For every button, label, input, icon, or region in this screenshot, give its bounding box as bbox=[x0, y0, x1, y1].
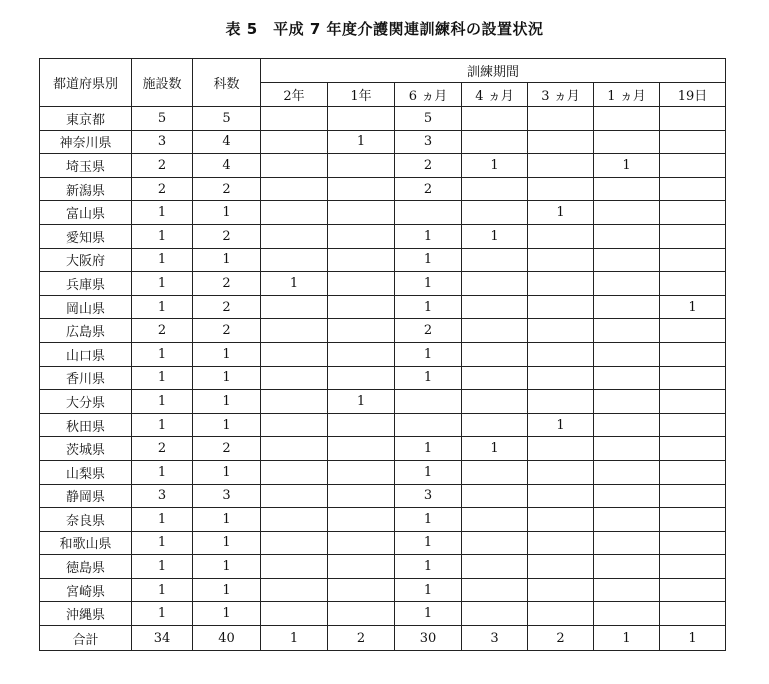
prefecture-cell: 奈良県 bbox=[40, 508, 132, 532]
period-cell bbox=[528, 107, 594, 131]
facilities-cell: 1 bbox=[132, 248, 193, 272]
table-row bbox=[40, 413, 726, 437]
prefecture-cell: 大分県 bbox=[40, 390, 132, 414]
period-cell bbox=[462, 201, 528, 225]
period-cell bbox=[528, 154, 594, 178]
prefecture-cell: 広島県 bbox=[40, 319, 132, 343]
period-cell bbox=[261, 366, 328, 390]
courses-cell: 1 bbox=[193, 413, 261, 437]
period-cell bbox=[261, 531, 328, 555]
period-cell bbox=[261, 413, 328, 437]
period-cell bbox=[594, 460, 660, 484]
period-cell: 1 bbox=[660, 626, 726, 651]
period-cell bbox=[660, 319, 726, 343]
period-cell: 3 bbox=[395, 130, 462, 154]
period-cell bbox=[660, 460, 726, 484]
period-cell bbox=[462, 107, 528, 131]
prefecture-cell: 新潟県 bbox=[40, 177, 132, 201]
period-cell bbox=[328, 154, 395, 178]
period-cell bbox=[660, 342, 726, 366]
facilities-cell: 1 bbox=[132, 413, 193, 437]
table-row bbox=[40, 319, 726, 343]
table-row bbox=[40, 130, 726, 154]
facilities-cell: 1 bbox=[132, 602, 193, 626]
period-cell: 1 bbox=[395, 366, 462, 390]
period-cell bbox=[660, 177, 726, 201]
period-cell bbox=[261, 201, 328, 225]
period-cell bbox=[528, 319, 594, 343]
period-cell: 2 bbox=[395, 319, 462, 343]
period-cell bbox=[594, 342, 660, 366]
courses-cell: 1 bbox=[193, 531, 261, 555]
period-cell bbox=[660, 437, 726, 461]
period-cell bbox=[261, 154, 328, 178]
facilities-cell: 3 bbox=[132, 484, 193, 508]
period-cell bbox=[462, 508, 528, 532]
courses-cell: 1 bbox=[193, 460, 261, 484]
facilities-cell: 1 bbox=[132, 578, 193, 602]
period-cell bbox=[462, 248, 528, 272]
facilities-cell: 2 bbox=[132, 154, 193, 178]
period-cell: 1 bbox=[660, 295, 726, 319]
period-cell: 1 bbox=[528, 413, 594, 437]
period-cell: 1 bbox=[395, 460, 462, 484]
period-cell bbox=[528, 602, 594, 626]
period-cell bbox=[528, 437, 594, 461]
prefecture-cell: 宮崎県 bbox=[40, 578, 132, 602]
period-cell bbox=[528, 224, 594, 248]
facilities-cell: 1 bbox=[132, 555, 193, 579]
period-cell: 1 bbox=[328, 130, 395, 154]
table-row bbox=[40, 272, 726, 296]
period-cell bbox=[462, 130, 528, 154]
period-cell bbox=[660, 602, 726, 626]
period-cell bbox=[528, 508, 594, 532]
table-row bbox=[40, 578, 726, 602]
period-cell bbox=[395, 413, 462, 437]
period-cell bbox=[261, 460, 328, 484]
prefecture-cell: 岡山県 bbox=[40, 295, 132, 319]
period-cell bbox=[462, 555, 528, 579]
period-cell bbox=[328, 531, 395, 555]
prefecture-cell: 山梨県 bbox=[40, 460, 132, 484]
prefecture-cell: 埼玉県 bbox=[40, 154, 132, 178]
courses-cell: 2 bbox=[193, 319, 261, 343]
period-cell: 1 bbox=[594, 626, 660, 651]
period-cell bbox=[594, 248, 660, 272]
period-cell bbox=[328, 508, 395, 532]
period-cell: 1 bbox=[395, 602, 462, 626]
period-cell bbox=[594, 390, 660, 414]
period-cell bbox=[594, 295, 660, 319]
period-cell bbox=[328, 366, 395, 390]
period-cell bbox=[462, 602, 528, 626]
facilities-cell: 2 bbox=[132, 319, 193, 343]
prefecture-cell: 合計 bbox=[40, 626, 132, 651]
period-cell bbox=[462, 366, 528, 390]
header-training-period: 訓練期間 bbox=[261, 59, 726, 83]
period-cell bbox=[462, 578, 528, 602]
period-cell: 5 bbox=[395, 107, 462, 131]
prefecture-cell: 和歌山県 bbox=[40, 531, 132, 555]
period-cell bbox=[594, 484, 660, 508]
prefecture-cell: 山口県 bbox=[40, 342, 132, 366]
courses-cell: 4 bbox=[193, 154, 261, 178]
period-cell bbox=[395, 390, 462, 414]
facilities-cell: 1 bbox=[132, 272, 193, 296]
courses-cell: 1 bbox=[193, 508, 261, 532]
period-cell bbox=[328, 342, 395, 366]
header-prefecture: 都道府県別 bbox=[40, 59, 132, 107]
header-period: 19日 bbox=[660, 83, 726, 107]
courses-cell: 40 bbox=[193, 626, 261, 651]
period-cell bbox=[261, 295, 328, 319]
period-cell bbox=[660, 201, 726, 225]
facilities-cell: 1 bbox=[132, 390, 193, 414]
period-cell: 1 bbox=[395, 578, 462, 602]
courses-cell: 1 bbox=[193, 342, 261, 366]
period-cell: 1 bbox=[395, 295, 462, 319]
prefecture-cell: 静岡県 bbox=[40, 484, 132, 508]
period-cell bbox=[261, 319, 328, 343]
table-row bbox=[40, 484, 726, 508]
header-period: 2年 bbox=[261, 83, 328, 107]
period-cell bbox=[261, 484, 328, 508]
facilities-cell: 1 bbox=[132, 460, 193, 484]
period-cell bbox=[594, 413, 660, 437]
facilities-cell: 1 bbox=[132, 295, 193, 319]
prefecture-cell: 富山県 bbox=[40, 201, 132, 225]
period-cell bbox=[660, 366, 726, 390]
facilities-cell: 34 bbox=[132, 626, 193, 651]
period-cell: 1 bbox=[462, 224, 528, 248]
period-cell bbox=[328, 413, 395, 437]
period-cell bbox=[594, 177, 660, 201]
table-row bbox=[40, 390, 726, 414]
period-cell: 1 bbox=[261, 272, 328, 296]
period-cell bbox=[528, 578, 594, 602]
table-row bbox=[40, 508, 726, 532]
header-period: 1 ヵ月 bbox=[594, 83, 660, 107]
period-cell bbox=[594, 437, 660, 461]
header-period: 1年 bbox=[328, 83, 395, 107]
facilities-cell: 1 bbox=[132, 366, 193, 390]
period-cell bbox=[261, 177, 328, 201]
courses-cell: 1 bbox=[193, 248, 261, 272]
period-cell bbox=[528, 366, 594, 390]
period-cell bbox=[528, 130, 594, 154]
facilities-cell: 1 bbox=[132, 531, 193, 555]
period-cell bbox=[528, 272, 594, 296]
period-cell bbox=[528, 531, 594, 555]
period-cell bbox=[660, 248, 726, 272]
header-facilities: 施設数 bbox=[132, 59, 193, 107]
period-cell bbox=[328, 248, 395, 272]
period-cell bbox=[660, 413, 726, 437]
table-row bbox=[40, 460, 726, 484]
courses-cell: 2 bbox=[193, 224, 261, 248]
table-row bbox=[40, 531, 726, 555]
table-row bbox=[40, 107, 726, 131]
table-row bbox=[40, 201, 726, 225]
period-cell bbox=[660, 390, 726, 414]
table-row bbox=[40, 154, 726, 178]
period-cell bbox=[528, 295, 594, 319]
period-cell bbox=[328, 578, 395, 602]
courses-cell: 1 bbox=[193, 578, 261, 602]
period-cell bbox=[528, 460, 594, 484]
table-row bbox=[40, 437, 726, 461]
period-cell bbox=[594, 578, 660, 602]
period-cell bbox=[660, 154, 726, 178]
period-cell bbox=[462, 484, 528, 508]
facilities-cell: 5 bbox=[132, 107, 193, 131]
period-cell: 1 bbox=[395, 248, 462, 272]
period-cell: 30 bbox=[395, 626, 462, 651]
courses-cell: 2 bbox=[193, 437, 261, 461]
period-cell: 1 bbox=[261, 626, 328, 651]
header-period: 3 ヵ月 bbox=[528, 83, 594, 107]
period-cell bbox=[328, 107, 395, 131]
period-cell bbox=[528, 342, 594, 366]
period-cell bbox=[594, 272, 660, 296]
period-cell bbox=[660, 531, 726, 555]
period-cell bbox=[528, 177, 594, 201]
period-cell bbox=[594, 201, 660, 225]
period-cell: 1 bbox=[594, 154, 660, 178]
prefecture-cell: 東京都 bbox=[40, 107, 132, 131]
courses-cell: 4 bbox=[193, 130, 261, 154]
period-cell bbox=[660, 484, 726, 508]
period-cell: 2 bbox=[528, 626, 594, 651]
table-row bbox=[40, 555, 726, 579]
facilities-cell: 1 bbox=[132, 508, 193, 532]
period-cell: 1 bbox=[395, 437, 462, 461]
period-cell bbox=[660, 555, 726, 579]
period-cell bbox=[462, 177, 528, 201]
total-row bbox=[40, 626, 726, 651]
period-cell: 2 bbox=[328, 626, 395, 651]
courses-cell: 2 bbox=[193, 272, 261, 296]
prefecture-cell: 秋田県 bbox=[40, 413, 132, 437]
table-row bbox=[40, 177, 726, 201]
period-cell bbox=[261, 342, 328, 366]
page-title: 表 5 平成 7 年度介護関連訓練科の設置状況 bbox=[225, 20, 544, 38]
courses-cell: 1 bbox=[193, 201, 261, 225]
period-cell: 3 bbox=[395, 484, 462, 508]
period-cell bbox=[261, 224, 328, 248]
header-period: 6 ヵ月 bbox=[395, 83, 462, 107]
period-cell: 1 bbox=[395, 272, 462, 296]
period-cell bbox=[261, 107, 328, 131]
period-cell bbox=[660, 130, 726, 154]
prefecture-cell: 沖縄県 bbox=[40, 602, 132, 626]
period-cell bbox=[660, 272, 726, 296]
period-cell bbox=[328, 484, 395, 508]
prefecture-cell: 茨城県 bbox=[40, 437, 132, 461]
period-cell bbox=[328, 201, 395, 225]
period-cell bbox=[261, 437, 328, 461]
period-cell bbox=[660, 508, 726, 532]
period-cell bbox=[528, 390, 594, 414]
period-cell bbox=[528, 484, 594, 508]
table-row bbox=[40, 366, 726, 390]
period-cell bbox=[462, 460, 528, 484]
courses-cell: 3 bbox=[193, 484, 261, 508]
period-cell bbox=[462, 413, 528, 437]
facilities-cell: 1 bbox=[132, 224, 193, 248]
period-cell bbox=[594, 319, 660, 343]
period-cell bbox=[328, 224, 395, 248]
period-cell: 2 bbox=[395, 154, 462, 178]
period-cell: 1 bbox=[395, 224, 462, 248]
period-cell bbox=[328, 319, 395, 343]
courses-cell: 1 bbox=[193, 390, 261, 414]
facilities-cell: 2 bbox=[132, 437, 193, 461]
period-cell bbox=[594, 130, 660, 154]
period-cell: 1 bbox=[528, 201, 594, 225]
header-period: 4 ヵ月 bbox=[462, 83, 528, 107]
period-cell: 2 bbox=[395, 177, 462, 201]
period-cell bbox=[328, 602, 395, 626]
table-row bbox=[40, 224, 726, 248]
table-row bbox=[40, 342, 726, 366]
prefecture-cell: 神奈川県 bbox=[40, 130, 132, 154]
training-course-table bbox=[39, 58, 726, 651]
period-cell bbox=[660, 578, 726, 602]
period-cell bbox=[462, 342, 528, 366]
prefecture-cell: 兵庫県 bbox=[40, 272, 132, 296]
period-cell bbox=[528, 555, 594, 579]
period-cell: 1 bbox=[395, 508, 462, 532]
prefecture-cell: 香川県 bbox=[40, 366, 132, 390]
table-row bbox=[40, 248, 726, 272]
courses-cell: 1 bbox=[193, 366, 261, 390]
prefecture-cell: 大阪府 bbox=[40, 248, 132, 272]
period-cell: 3 bbox=[462, 626, 528, 651]
period-cell bbox=[328, 437, 395, 461]
period-cell bbox=[328, 460, 395, 484]
period-cell bbox=[462, 272, 528, 296]
period-cell bbox=[594, 602, 660, 626]
period-cell: 1 bbox=[395, 531, 462, 555]
courses-cell: 1 bbox=[193, 555, 261, 579]
facilities-cell: 1 bbox=[132, 342, 193, 366]
period-cell bbox=[261, 508, 328, 532]
period-cell bbox=[328, 272, 395, 296]
courses-cell: 2 bbox=[193, 295, 261, 319]
period-cell bbox=[261, 390, 328, 414]
header-courses: 科数 bbox=[193, 59, 261, 107]
period-cell bbox=[261, 248, 328, 272]
facilities-cell: 2 bbox=[132, 177, 193, 201]
period-cell bbox=[328, 177, 395, 201]
period-cell: 1 bbox=[328, 390, 395, 414]
period-cell bbox=[594, 531, 660, 555]
period-cell bbox=[594, 508, 660, 532]
period-cell bbox=[462, 390, 528, 414]
period-cell bbox=[261, 602, 328, 626]
period-cell bbox=[594, 224, 660, 248]
period-cell bbox=[594, 555, 660, 579]
period-cell: 1 bbox=[395, 342, 462, 366]
period-cell bbox=[462, 295, 528, 319]
period-cell bbox=[660, 224, 726, 248]
facilities-cell: 1 bbox=[132, 201, 193, 225]
period-cell bbox=[594, 107, 660, 131]
period-cell bbox=[528, 248, 594, 272]
period-cell bbox=[462, 319, 528, 343]
courses-cell: 1 bbox=[193, 602, 261, 626]
courses-cell: 2 bbox=[193, 177, 261, 201]
period-cell bbox=[261, 555, 328, 579]
period-cell: 1 bbox=[462, 437, 528, 461]
period-cell bbox=[594, 366, 660, 390]
period-cell bbox=[395, 201, 462, 225]
period-cell: 1 bbox=[462, 154, 528, 178]
period-cell bbox=[660, 107, 726, 131]
period-cell bbox=[261, 578, 328, 602]
period-cell bbox=[462, 531, 528, 555]
period-cell bbox=[328, 555, 395, 579]
courses-cell: 5 bbox=[193, 107, 261, 131]
period-cell bbox=[328, 295, 395, 319]
table-row bbox=[40, 295, 726, 319]
period-cell bbox=[261, 130, 328, 154]
facilities-cell: 3 bbox=[132, 130, 193, 154]
prefecture-cell: 徳島県 bbox=[40, 555, 132, 579]
table-row bbox=[40, 602, 726, 626]
period-cell: 1 bbox=[395, 555, 462, 579]
prefecture-cell: 愛知県 bbox=[40, 224, 132, 248]
